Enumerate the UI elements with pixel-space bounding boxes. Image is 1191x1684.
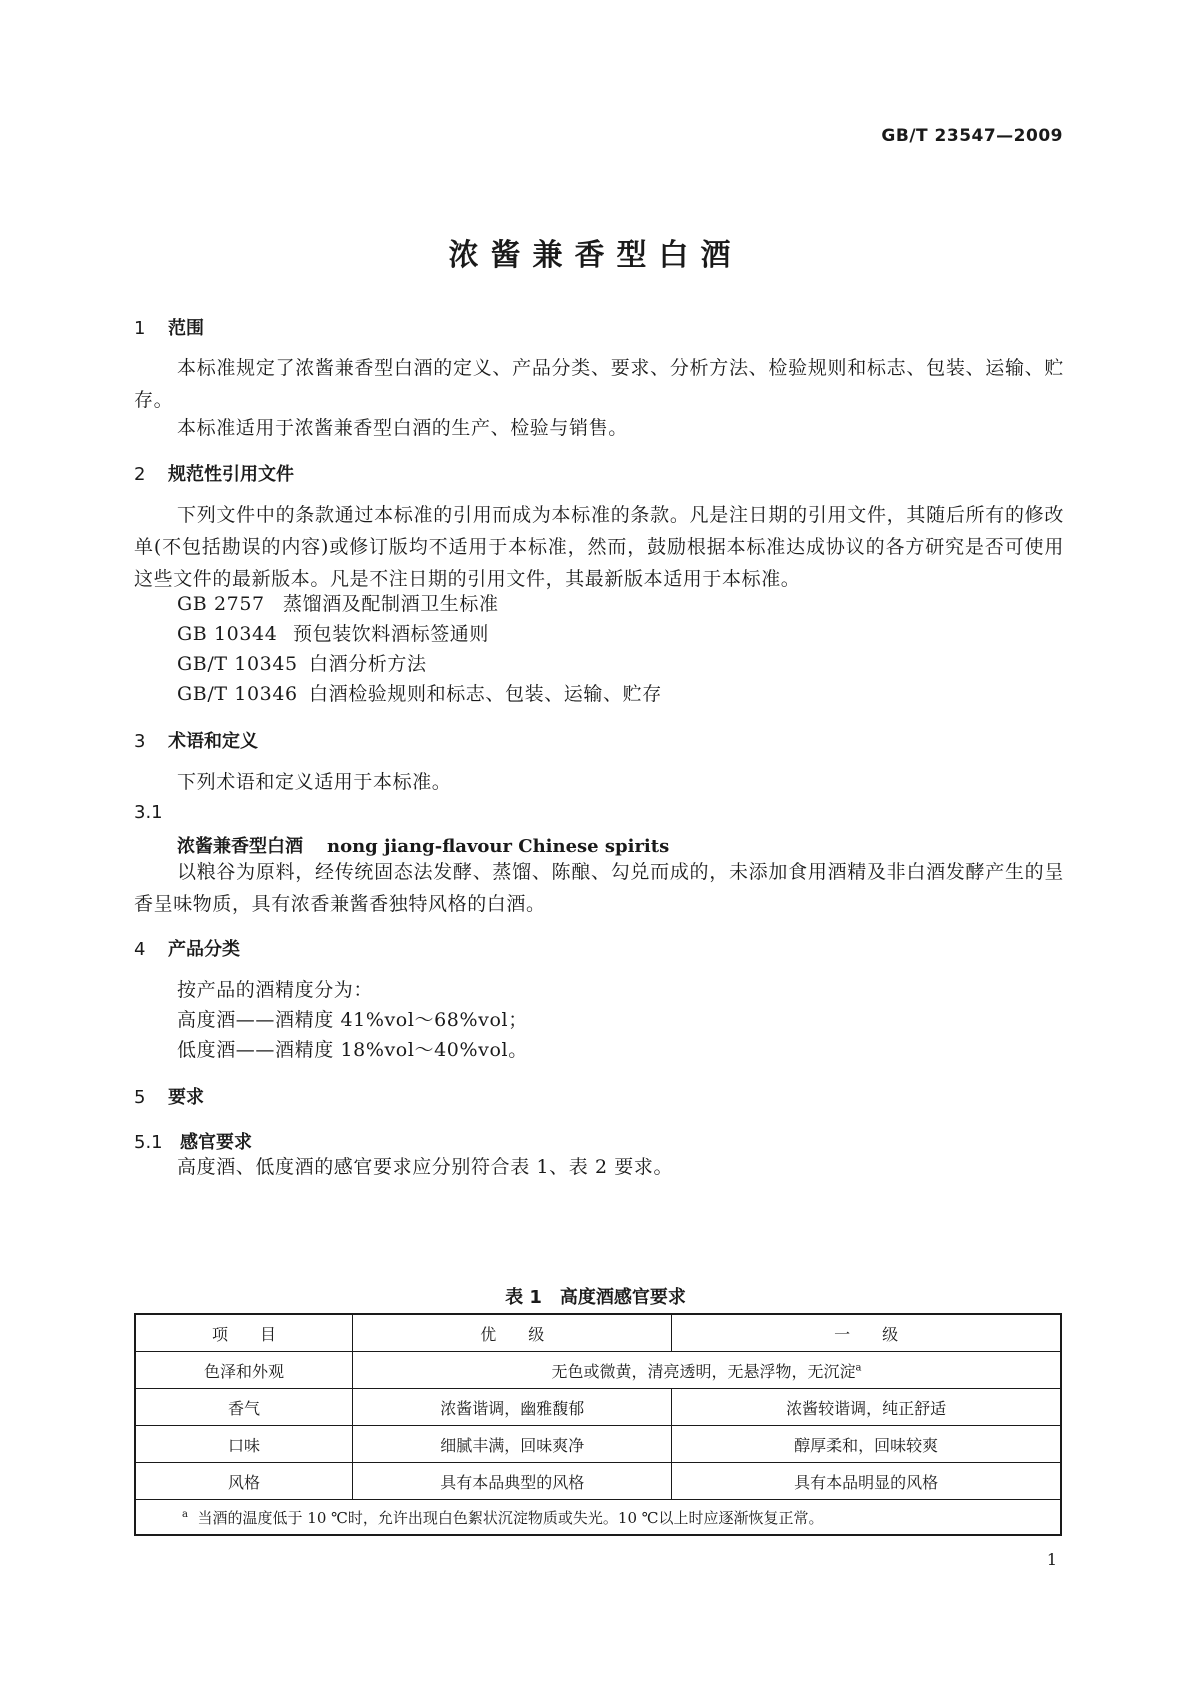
page-number: 1 [1046, 1550, 1057, 1569]
row-premium: 细腻丰满，回味爽净 [353, 1426, 672, 1463]
row-premium: 浓酱谐调，幽雅馥郁 [353, 1389, 672, 1426]
section-title: 术语和定义 [168, 731, 258, 752]
section-5-paragraph: 高度酒、低度酒的感官要求应分别符合表 1、表 2 要求。 [177, 1156, 674, 1178]
header-item: 项 目 [135, 1314, 353, 1352]
term-chinese: 浓酱兼香型白酒 [177, 836, 303, 857]
section-number: 4 [134, 939, 146, 960]
table-footnote [135, 1500, 1061, 1536]
row-item: 色泽和外观 [135, 1352, 353, 1389]
subsection-number: 3.1 [134, 802, 163, 823]
table-row [135, 1352, 1061, 1389]
row-item: 口味 [135, 1426, 353, 1463]
subsection-number: 5.1 [134, 1132, 163, 1153]
term-english: nong jiang-flavour Chinese spirits [327, 836, 670, 857]
table-row [135, 1463, 1061, 1500]
row-merged-value [353, 1352, 1061, 1389]
header-first-grade: 一 级 [672, 1314, 1061, 1352]
row-first-grade: 醇厚柔和，回味较爽 [672, 1426, 1061, 1463]
section-1-heading [134, 314, 204, 340]
header-premium: 优 级 [353, 1314, 672, 1352]
row-item: 香气 [135, 1389, 353, 1426]
section-3-heading [134, 727, 258, 753]
subsection-title: 感官要求 [180, 1132, 252, 1153]
table-note-row [135, 1500, 1061, 1536]
reference-code: GB 10344 [177, 623, 278, 645]
standard-code: GB/T 23547—2009 [881, 126, 1063, 146]
classification-intro: 按产品的酒精度分为： [177, 979, 374, 1001]
table-header-row [135, 1314, 1061, 1352]
table-row [135, 1426, 1061, 1463]
section-title: 要求 [168, 1087, 204, 1108]
table-row [135, 1389, 1061, 1426]
footnote-marker: a [855, 1362, 862, 1374]
reference-item [177, 588, 499, 620]
reference-item [177, 648, 427, 680]
document-title: 浓酱兼香型白酒 [448, 238, 743, 273]
term-definition: 以粮谷为原料，经传统固态法发酵、蒸馏、陈酿、勾兑而成的，未添加食用酒精及非白酒发酵产生的呈香呈味物质，具有浓香兼酱香独特风格的白酒。 [134, 861, 1064, 915]
section-number: 2 [134, 464, 146, 485]
section-title: 范围 [168, 318, 204, 339]
merged-text: 无色或微黄，清亮透明，无悬浮物，无沉淀 [551, 1361, 856, 1381]
term-entry [177, 832, 669, 858]
table-caption: 表 1 高度酒感官要求 [505, 1287, 686, 1308]
reference-code: GB/T 10345 [177, 653, 298, 675]
sensory-table [134, 1313, 1062, 1536]
classification-low: 低度酒——酒精度 18%vol～40%vol。 [177, 1039, 528, 1061]
reference-name: 白酒分析方法 [309, 653, 427, 675]
section-number: 3 [134, 731, 146, 752]
section-1-paragraph-1: 本标准规定了浓酱兼香型白酒的定义、产品分类、要求、分析方法、检验规则和标志、包装、运输、贮存。 [134, 357, 1064, 411]
row-first-grade: 具有本品明显的风格 [672, 1463, 1061, 1500]
section-number: 1 [134, 318, 146, 339]
row-premium: 具有本品典型的风格 [353, 1463, 672, 1500]
section-2-heading [134, 460, 294, 486]
section-2-paragraph: 下列文件中的条款通过本标准的引用而成为本标准的条款。凡是注日期的引用文件，其随后所有的修改单(不包括勘误的内容)或修订版均不适用于本标准，然而，鼓励根据本标准达成协议的各方研究是否可使用这些文件的最新版本。凡是不注日期的引用文件，其最新版本适用于本标准。 [134, 504, 1064, 590]
reference-item [177, 678, 662, 710]
section-1-paragraph-2: 本标准适用于浓酱兼香型白酒的生产、检验与销售。 [177, 417, 628, 439]
section-title: 规范性引用文件 [168, 464, 294, 485]
section-3-paragraph: 下列术语和定义适用于本标准。 [177, 771, 452, 793]
section-5-heading [134, 1083, 204, 1109]
section-4-heading [134, 935, 240, 961]
footnote-text: 当酒的温度低于 10 ℃时，允许出现白色絮状沉淀物质或失光。10 ℃以上时应逐渐恢复正常。 [197, 1508, 824, 1527]
reference-name: 白酒检验规则和标志、包装、运输、贮存 [309, 683, 662, 705]
section-number: 5 [134, 1087, 146, 1108]
reference-name: 预包装饮料酒标签通则 [293, 623, 490, 645]
row-first-grade: 浓酱较谐调，纯正舒适 [672, 1389, 1061, 1426]
section-title: 产品分类 [168, 939, 240, 960]
classification-high: 高度酒——酒精度 41%vol～68%vol； [177, 1009, 528, 1031]
reference-name: 蒸馏酒及配制酒卫生标准 [283, 593, 499, 615]
row-item: 风格 [135, 1463, 353, 1500]
reference-code: GB/T 10346 [177, 683, 298, 705]
reference-code: GB 2757 [177, 593, 265, 615]
footnote-marker: a [182, 1508, 188, 1520]
reference-item [177, 618, 489, 650]
